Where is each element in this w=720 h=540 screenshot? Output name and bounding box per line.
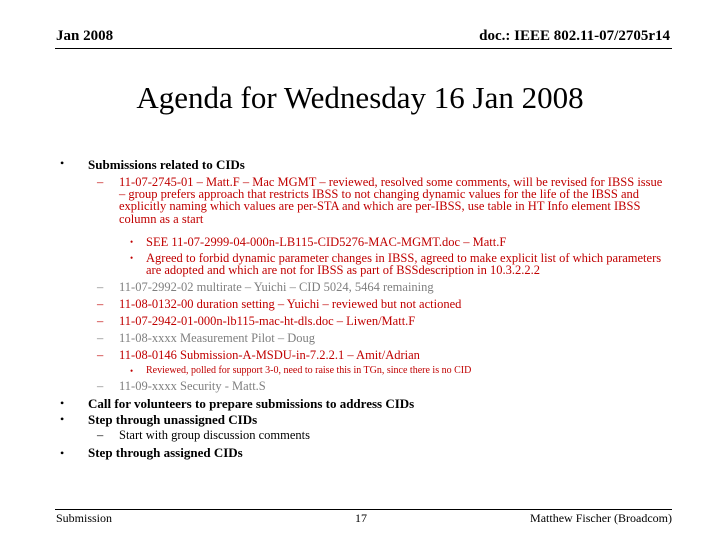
item-security [97,379,664,393]
dash-glyph: – [97,280,104,294]
footer-rule [55,509,672,510]
bullet-glyph: • [130,253,134,263]
dash-glyph: – [97,379,104,393]
bullet-unassigned-cids: Step through unassigned CIDs [88,412,258,427]
bullet-submissions: Submissions related to CIDs [88,157,245,172]
header-date: Jan 2008 [56,28,114,44]
footer-author: Matthew Fischer (Broadcom) [530,511,672,525]
dash-glyph: – [97,348,104,362]
bullet-glyph: • [60,412,65,426]
item-duration-setting [97,297,664,311]
item-text: 11-08-0132-00 duration setting – Yuichi – reviewed but not actioned [119,297,462,311]
bullet-assigned-cids: Step through assigned CIDs [88,445,243,460]
dash-glyph: – [97,297,104,311]
dash-glyph: – [97,428,104,442]
item-measurement-pilot [97,331,664,345]
item-a-msdu [97,348,664,362]
item-multirate [97,280,664,294]
dash-glyph: – [97,175,104,189]
bullet-call-for-volunteers: Call for volunteers to prepare submissions to address CIDs [88,396,415,411]
footer-submission: Submission [56,511,113,525]
item-text: 11-08-0146 Submission-A-MSDU-in-7.2.2.1 – Amit/Adrian [119,348,420,362]
sub-item-text: SEE 11-07-2999-04-000n-LB115-CID5276-MAC-MGMT.doc – Matt.F [146,235,507,249]
bullet-glyph: • [60,396,65,410]
item-text: 11-07-2992-02 multirate – Yuichi – CID 5024, 5464 remaining [119,280,434,294]
sub-item-text: Reviewed, polled for support 3-0, need to raise this in TGn, since there is no CID [146,365,472,376]
item-text: Start with group discussion comments [119,428,310,442]
item-text: 11-07-2745-01 – Matt.F – Mac MGMT – reviewed, resolved some comments, will be revised for IBSS issue – group prefers approach that restricts IBSS to not changing dynamic values for the life of the IBSS and explicitly naming which values are per-STA and which are per-IBSS, use table in HT Info element IBSS column as a start [119,175,663,226]
sub-item-see-doc [130,235,666,249]
sub-item-reviewed [130,365,666,377]
item-ht-dls [97,314,664,328]
slide-title: Agenda for Wednesday 16 Jan 2008 [136,80,584,115]
header-doc-number: doc.: IEEE 802.11-07/2705r14 [479,28,670,44]
sub-item-text: Agreed to forbid dynamic parameter changes in IBSS, agreed to make explicit list of which parameters are adopted and which are not for IBSS as part of BSSdescription in 10.3.2.2.2 [146,251,662,278]
item-text: 11-09-xxxx Security - Matt.S [119,379,266,393]
bullet-glyph: • [60,156,65,170]
footer-page-number: 17 [355,511,367,525]
sub-item-agreed [130,251,666,278]
bullet-glyph: • [130,366,134,376]
item-text: 11-08-xxxx Measurement Pilot – Doug [119,331,316,345]
header-rule [55,48,672,49]
item-mac-mgmt [97,175,664,226]
dash-glyph: – [97,314,104,328]
item-text: 11-07-2942-01-000n-lb115-mac-ht-dls.doc – Liwen/Matt.F [119,314,416,328]
bullet-glyph: • [60,446,65,460]
bullet-glyph: • [130,237,134,247]
item-group-discussion [97,428,664,442]
dash-glyph: – [97,331,104,345]
